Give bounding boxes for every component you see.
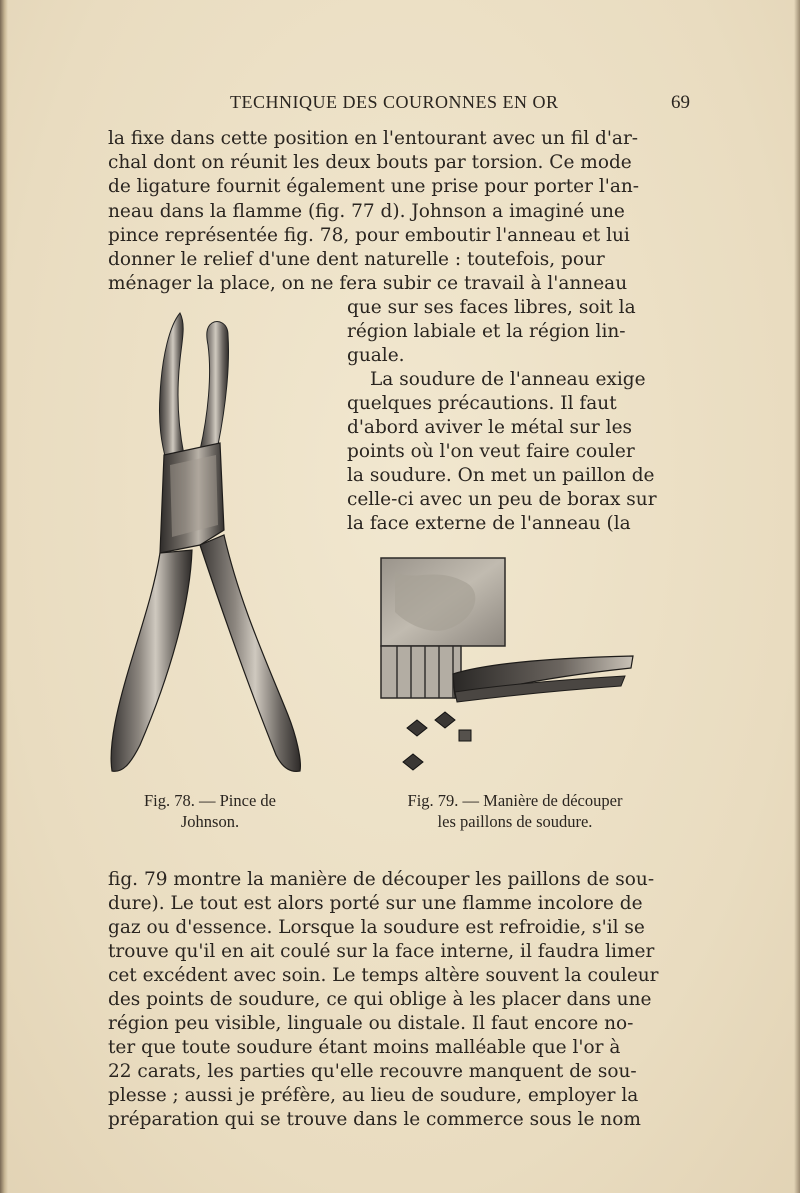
fig79-caption-line2: les paillons de soudure. [437, 812, 593, 831]
text-line: gaz ou d'essence. Lorsque la soudure est refroidie, s'il se [108, 917, 645, 938]
page-number: 69 [671, 92, 690, 113]
text-line: de ligature fournit également une prise pour porter l'an- [108, 176, 640, 197]
text-line: cet excédent avec soin. Le temps altère souvent la couleur [108, 965, 659, 986]
solder-cutting-illustration [375, 552, 640, 780]
fig78-caption [110, 790, 310, 832]
text-line: des points de soudure, ce qui oblige à les placer dans une [108, 989, 652, 1010]
text-line: trouve qu'il en ait coulé sur la face interne, il faudra limer [108, 941, 655, 962]
text-line: que sur ses faces libres, soit la [347, 297, 636, 318]
fig79-caption [360, 790, 670, 832]
text-line: quelques précautions. Il faut [347, 393, 617, 414]
text-line: pince représentée fig. 78, pour emboutir l'anneau et lui [108, 225, 630, 246]
text-line: donner le relief d'une dent naturelle : toutefois, pour [108, 249, 605, 270]
text-line: région peu visible, linguale ou distale. Il faut encore no- [108, 1013, 634, 1034]
text-line: préparation qui se trouve dans le commerce sous le nom [108, 1109, 641, 1130]
text-line: ter que toute soudure étant moins malléable que l'or à [108, 1037, 621, 1058]
fig78-caption-line2: Johnson. [180, 812, 240, 831]
page-left-edge [0, 0, 8, 1193]
running-title: TECHNIQUE DES COURONNES EN OR [230, 92, 559, 112]
text-line: 22 carats, les parties qu'elle recouvre manquent de sou- [108, 1061, 637, 1082]
fig78-caption-line1: Fig. 78. — Pince de [144, 791, 276, 810]
page-right-edge [794, 0, 800, 1193]
text-line: La soudure de l'anneau exige [370, 369, 646, 390]
text-line: la fixe dans cette position en l'entourant avec un fil d'ar- [108, 128, 639, 149]
text-line: ménager la place, on ne fera subir ce travail à l'anneau [108, 273, 628, 294]
text-line: celle-ci avec un peu de borax sur [347, 489, 657, 510]
johnson-pliers-illustration [100, 305, 315, 780]
text-line: d'abord aviver le métal sur les [347, 417, 633, 438]
text-line: neau dans la flamme (fig. 77 d). Johnson a imaginé une [108, 201, 625, 222]
fig79-caption-line1: Fig. 79. — Manière de découper [407, 791, 623, 810]
page-header [230, 92, 690, 116]
text-line: guale. [347, 345, 405, 366]
text-line: points où l'on veut faire couler [347, 441, 635, 462]
text-line: la soudure. On met un paillon de [347, 465, 655, 486]
text-line: dure). Le tout est alors porté sur une flamme incolore de [108, 893, 643, 914]
text-line: plesse ; aussi je préfère, au lieu de soudure, employer la [108, 1085, 639, 1106]
text-line: la face externe de l'anneau (la [347, 513, 631, 534]
text-line: fig. 79 montre la manière de découper les paillons de sou- [108, 869, 655, 890]
text-line: région labiale et la région lin- [347, 321, 626, 342]
text-line: chal dont on réunit les deux bouts par torsion. Ce mode [108, 152, 632, 173]
